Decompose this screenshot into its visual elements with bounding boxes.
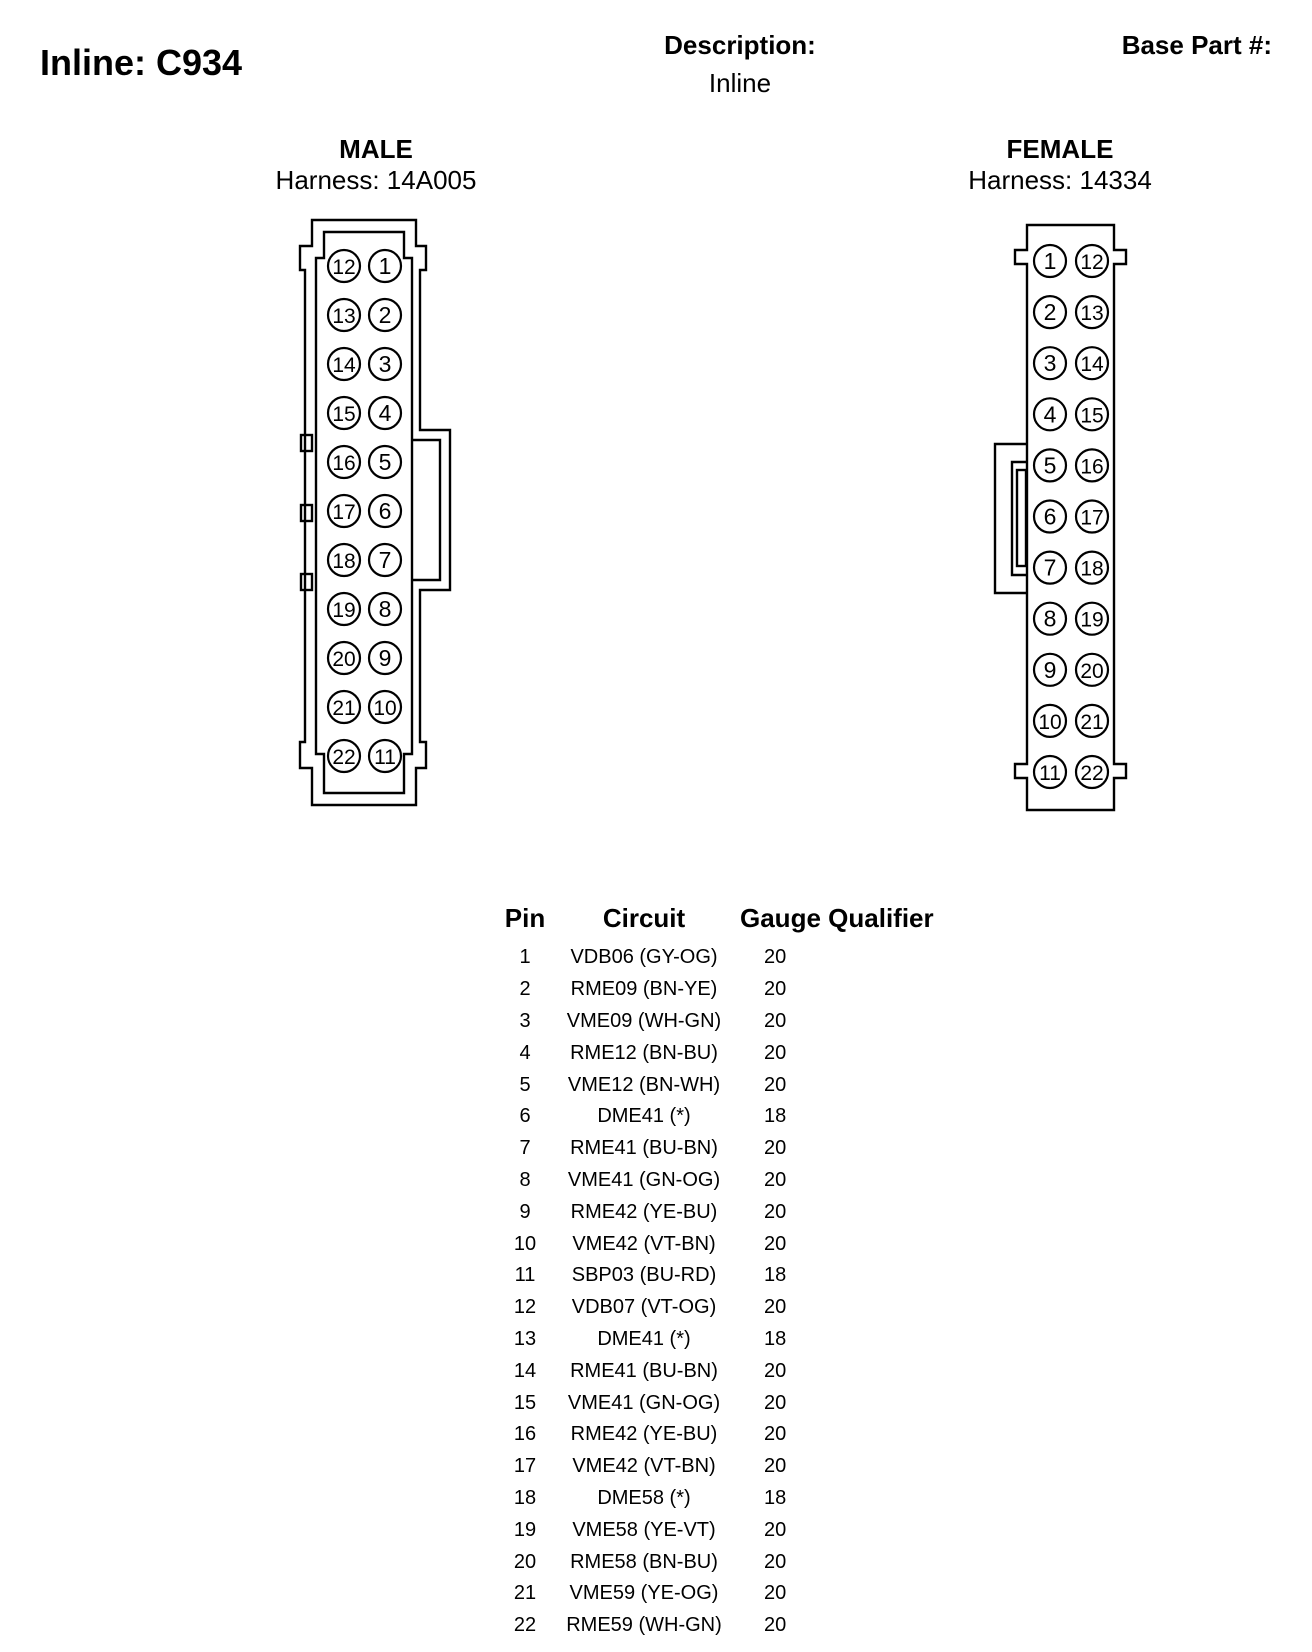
- gauge-cell: 20: [764, 978, 787, 1001]
- female-pin-label: 4: [1043, 401, 1057, 428]
- circuit-cell: SBP03 (BU-RD): [571, 1264, 717, 1287]
- male-harness-label: Harness: 14A005: [275, 165, 477, 195]
- circuit-cell: VME41 (GN-OG): [567, 1391, 721, 1414]
- male-pin-label: 4: [378, 400, 392, 426]
- male-pin-label: 13: [332, 305, 356, 328]
- table-row: [496, 1578, 940, 1610]
- male-pin-label: 6: [378, 498, 392, 524]
- female-pin-label: 5: [1043, 452, 1057, 479]
- female-pin-label: 20: [1080, 659, 1104, 683]
- female-pin-label: 7: [1043, 554, 1057, 581]
- table-row: [496, 974, 940, 1006]
- male-pin-label: 22: [332, 746, 356, 769]
- pin-cell: 14: [513, 1359, 537, 1382]
- pin-cell: 15: [513, 1391, 537, 1414]
- pin-cell: 7: [519, 1137, 531, 1160]
- circuit-cell: RME09 (BN-YE): [570, 978, 718, 1001]
- male-pin-label: 15: [332, 403, 356, 426]
- male-pin-label: 17: [332, 501, 356, 524]
- circuit-cell: VDB07 (VT-OG): [571, 1296, 717, 1319]
- pin-cell: 1: [519, 946, 531, 969]
- gauge-cell: 20: [764, 1391, 787, 1414]
- table-row: [496, 1006, 940, 1038]
- table-row: [496, 1133, 940, 1165]
- circuit-cell: VME42 (VT-BN): [572, 1232, 716, 1255]
- female-pin-label: 13: [1080, 302, 1104, 326]
- description-label: Description:: [664, 30, 816, 60]
- female-pin-label: 12: [1080, 251, 1104, 274]
- pin-cell: 5: [519, 1073, 531, 1096]
- gauge-cell: 20: [764, 1168, 787, 1191]
- female-pin-label: 8: [1043, 605, 1057, 632]
- table-row: [496, 1037, 940, 1069]
- male-pin-label: 14: [332, 354, 356, 377]
- female-harness-label: Harness: 14334: [968, 165, 1152, 195]
- table-row: [496, 942, 940, 974]
- circuit-cell: VME41 (GN-OG): [567, 1168, 721, 1191]
- gauge-qualifier-header: [734, 900, 940, 942]
- gauge-cell: 20: [764, 1200, 787, 1223]
- female-connector-diagram: [0, 0, 1312, 820]
- pin-table: [496, 900, 940, 1642]
- pin-cell: 12: [513, 1296, 537, 1319]
- pin-cell: 21: [513, 1582, 537, 1605]
- pin-cell: 8: [519, 1168, 531, 1191]
- qualifier-header: Qualifier: [828, 902, 934, 933]
- male-pin-label: 3: [378, 351, 392, 377]
- circuit-cell: RME41 (BU-BN): [570, 1359, 718, 1382]
- circuit-cell: VME42 (VT-BN): [572, 1455, 716, 1478]
- table-row: [496, 1196, 940, 1228]
- gauge-cell: 20: [764, 1582, 787, 1605]
- female-pin-label: 6: [1043, 503, 1057, 530]
- table-row: [496, 1514, 940, 1546]
- pin-cell: 22: [513, 1614, 537, 1637]
- table-row: [496, 1451, 940, 1483]
- circuit-cell: RME58 (BN-BU): [570, 1550, 718, 1573]
- male-pin-label: 11: [374, 746, 396, 769]
- female-pin-label: 3: [1043, 350, 1057, 377]
- gauge-cell: 20: [764, 1041, 787, 1064]
- pin-cell: 4: [519, 1041, 531, 1064]
- male-pin-label: 5: [378, 449, 392, 475]
- female-pin-label: 1: [1043, 248, 1057, 274]
- table-row: [496, 1260, 940, 1292]
- table-row: [496, 1165, 940, 1197]
- male-pin-label: 16: [332, 452, 356, 475]
- table-row: [496, 1546, 940, 1578]
- female-pin-label: 10: [1038, 710, 1062, 734]
- table-row: [496, 1610, 940, 1642]
- circuit-cell: RME59 (WH-GN): [566, 1614, 722, 1637]
- gauge-cell: 18: [764, 1105, 787, 1128]
- female-pin-label: 16: [1080, 455, 1104, 479]
- female-pin-label: 9: [1043, 656, 1057, 683]
- description-value: Inline: [708, 68, 772, 98]
- male-pin-label: 1: [378, 253, 392, 279]
- circuit-cell: VME59 (YE-OG): [569, 1582, 719, 1605]
- pin-cell: 13: [513, 1327, 537, 1350]
- gauge-cell: 20: [764, 1073, 787, 1096]
- circuit-cell: VDB06 (GY-OG): [570, 946, 718, 969]
- pin-cell: 10: [513, 1232, 537, 1255]
- circuit-cell: RME42 (YE-BU): [570, 1423, 718, 1446]
- female-pin-label: 17: [1080, 506, 1104, 530]
- male-pin-label: 18: [332, 550, 356, 573]
- gauge-cell: 20: [764, 1232, 787, 1255]
- circuit-cell: DME58 (*): [597, 1486, 691, 1509]
- table-row: [496, 1419, 940, 1451]
- circuit-cell: VME12 (BN-WH): [567, 1073, 721, 1096]
- table-row: [496, 1355, 940, 1387]
- pin-cell: 18: [513, 1486, 537, 1509]
- circuit-cell: RME12 (BN-BU): [570, 1041, 718, 1064]
- pin-cell: 17: [513, 1455, 537, 1478]
- male-pin-label: 19: [332, 599, 356, 622]
- base-part-label: Base Part #:: [1121, 30, 1272, 60]
- circuit-cell: DME41 (*): [597, 1327, 691, 1350]
- female-pin-label: 18: [1080, 557, 1104, 581]
- male-pin-label: 8: [378, 596, 392, 622]
- female-gender-label: FEMALE: [1006, 134, 1114, 164]
- table-row: [496, 1387, 940, 1419]
- male-pin-label: 7: [378, 547, 392, 573]
- gauge-cell: 20: [764, 1296, 787, 1319]
- pin-cell: 3: [519, 1009, 531, 1032]
- gauge-cell: 18: [764, 1327, 787, 1350]
- circuit-cell: DME41 (*): [597, 1105, 691, 1128]
- gauge-header: Gauge: [740, 902, 821, 933]
- female-pin-label: 21: [1080, 710, 1104, 734]
- gauge-cell: 20: [764, 1455, 787, 1478]
- male-pin-label: 21: [332, 697, 356, 720]
- pin-cell: 11: [514, 1264, 536, 1287]
- gauge-cell: 20: [764, 1518, 787, 1541]
- circuit-cell: VME58 (YE-VT): [572, 1518, 716, 1541]
- male-pin-label: 12: [332, 256, 356, 279]
- gauge-cell: 20: [764, 946, 787, 969]
- male-pin-label: 10: [373, 697, 397, 720]
- pin-cell: 2: [519, 978, 531, 1001]
- female-pin-label: 15: [1080, 404, 1104, 428]
- female-pin-label: 14: [1080, 353, 1104, 377]
- table-row: [496, 1483, 940, 1515]
- circuit-header: Circuit: [602, 902, 686, 933]
- gauge-cell: 20: [764, 1423, 787, 1446]
- gauge-cell: 20: [764, 1137, 787, 1160]
- gauge-cell: 18: [764, 1486, 787, 1509]
- pin-header: Pin: [504, 902, 546, 933]
- circuit-cell: RME42 (YE-BU): [570, 1200, 718, 1223]
- pin-cell: 19: [513, 1518, 537, 1541]
- pin-cell: 6: [519, 1105, 531, 1128]
- male-pin-label: 20: [332, 648, 356, 671]
- gauge-cell: 20: [764, 1009, 787, 1032]
- table-row: [496, 1292, 940, 1324]
- pin-table-header: [496, 900, 940, 942]
- table-row: [496, 1324, 940, 1356]
- circuit-cell: RME41 (BU-BN): [570, 1137, 718, 1160]
- male-pin-label: 9: [378, 645, 392, 671]
- page-title: Inline: C934: [40, 42, 243, 83]
- male-gender-label: MALE: [339, 134, 413, 164]
- pin-cell: 20: [513, 1550, 537, 1573]
- female-pin-label: 19: [1080, 608, 1104, 632]
- pin-cell: 16: [513, 1423, 537, 1446]
- female-pin-label: 11: [1039, 762, 1061, 785]
- female-pin-label: 2: [1043, 299, 1057, 326]
- table-row: [496, 1228, 940, 1260]
- gauge-cell: 20: [764, 1359, 787, 1382]
- female-pin-label: 22: [1080, 762, 1104, 785]
- gauge-cell: 20: [764, 1614, 787, 1637]
- gauge-cell: 20: [764, 1550, 787, 1573]
- table-row: [496, 1069, 940, 1101]
- circuit-cell: VME09 (WH-GN): [566, 1009, 722, 1032]
- table-row: [496, 1101, 940, 1133]
- pin-cell: 9: [519, 1200, 531, 1223]
- male-pin-label: 2: [378, 302, 392, 328]
- gauge-cell: 18: [764, 1264, 787, 1287]
